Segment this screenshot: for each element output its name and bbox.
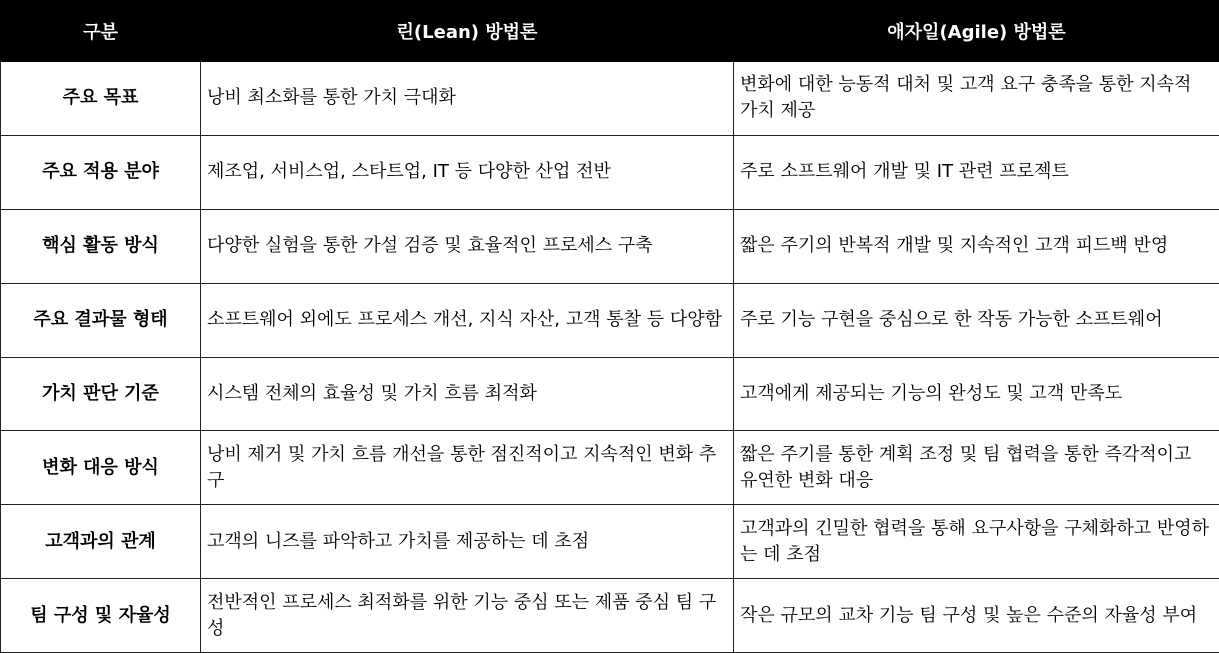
agile-cell: 고객에게 제공되는 기능의 완성도 및 고객 만족도 (734, 357, 1219, 431)
agile-cell: 주로 기능 구현을 중심으로 한 작동 가능한 소프트웨어 (734, 283, 1219, 357)
lean-cell: 시스템 전체의 효율성 및 가치 흐름 최적화 (201, 357, 734, 431)
row-label: 주요 적용 분야 (1, 135, 201, 209)
table-row (1, 135, 1219, 209)
row-label: 주요 결과물 형태 (1, 283, 201, 357)
header-category: 구분 (1, 1, 201, 62)
row-label: 핵심 활동 방식 (1, 209, 201, 283)
lean-cell: 고객의 니즈를 파악하고 가치를 제공하는 데 초점 (201, 505, 734, 579)
agile-cell: 고객과의 긴밀한 협력을 통해 요구사항을 구체화하고 반영하는 데 초점 (734, 505, 1219, 579)
agile-cell: 변화에 대한 능동적 대처 및 고객 요구 충족을 통한 지속적 가치 제공 (734, 62, 1219, 136)
header-lean: 린(Lean) 방법론 (201, 1, 734, 62)
agile-cell: 주로 소프트웨어 개발 및 IT 관련 프로젝트 (734, 135, 1219, 209)
row-label: 팀 구성 및 자율성 (1, 579, 201, 653)
table-row (1, 579, 1219, 653)
lean-cell: 낭비 제거 및 가치 흐름 개선을 통한 점진적이고 지속적인 변화 추구 (201, 431, 734, 505)
header-row (1, 1, 1219, 62)
table-row (1, 209, 1219, 283)
table-row (1, 62, 1219, 136)
lean-cell: 소프트웨어 외에도 프로세스 개선, 지식 자산, 고객 통찰 등 다양함 (201, 283, 734, 357)
agile-cell: 짧은 주기의 반복적 개발 및 지속적인 고객 피드백 반영 (734, 209, 1219, 283)
table-row (1, 357, 1219, 431)
lean-cell: 전반적인 프로세스 최적화를 위한 기능 중심 또는 제품 중심 팀 구성 (201, 579, 734, 653)
header-agile: 애자일(Agile) 방법론 (734, 1, 1219, 62)
agile-cell: 짧은 주기를 통한 계획 조정 및 팀 협력을 통한 즉각적이고 유연한 변화 대응 (734, 431, 1219, 505)
row-label: 고객과의 관계 (1, 505, 201, 579)
lean-cell: 제조업, 서비스업, 스타트업, IT 등 다양한 산업 전반 (201, 135, 734, 209)
table-row (1, 283, 1219, 357)
table-row (1, 431, 1219, 505)
row-label: 주요 목표 (1, 62, 201, 136)
row-label: 가치 판단 기준 (1, 357, 201, 431)
lean-cell: 낭비 최소화를 통한 가치 극대화 (201, 62, 734, 136)
table-row (1, 505, 1219, 579)
agile-cell: 작은 규모의 교차 기능 팀 구성 및 높은 수준의 자율성 부여 (734, 579, 1219, 653)
row-label: 변화 대응 방식 (1, 431, 201, 505)
lean-cell: 다양한 실험을 통한 가설 검증 및 효율적인 프로세스 구축 (201, 209, 734, 283)
